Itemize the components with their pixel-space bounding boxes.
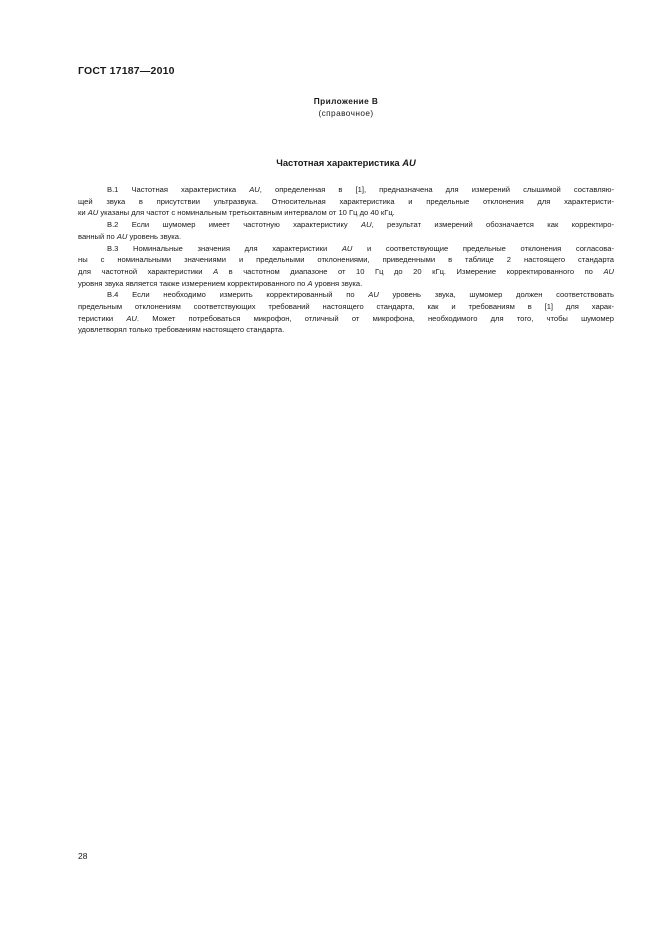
text-run: . Может потребоваться микрофон, отличный от микрофона, необходимого для того, чтобы шумомер	[136, 313, 614, 323]
text-run: В.4 Если необходимо измерить корректированный по	[107, 290, 369, 300]
paragraph-line	[78, 196, 614, 208]
text-run: указаны для частот с номинальным третьоктавным интервалом от 10 Гц до 40 кГц.	[98, 208, 395, 218]
text-run: ванный по	[78, 231, 117, 241]
text-run: В.1 Частотная характеристика	[107, 185, 250, 194]
paragraph-line	[78, 324, 614, 336]
paragraph-line	[78, 184, 614, 196]
italic-term: AU	[368, 290, 379, 300]
section-title-italic: AU	[402, 157, 416, 168]
appendix-heading	[78, 95, 614, 119]
text-run: теристики	[78, 313, 127, 323]
text-run: В.2 Если шумомер имеет частотную характеристику	[107, 220, 362, 230]
text-run: и соответствующие предельные отклонения согласова-	[352, 243, 614, 253]
italic-term: AU	[126, 313, 137, 323]
text-run: для частотной характеристики	[78, 266, 214, 276]
appendix-subtitle: (справочное)	[318, 108, 374, 118]
paragraph-line	[78, 278, 614, 290]
italic-term: AU	[116, 231, 128, 241]
text-run: уровень звука, шумомер должен соответствовать	[378, 290, 614, 300]
text-run: , результат измерений обозначается как корректиро-	[371, 220, 614, 230]
italic-term: AU	[87, 208, 99, 218]
italic-term: AU	[361, 220, 372, 230]
text-run: щей звука в присутствии ультразвука. Относительная характеристика и предельные отклонения для характеристи-	[78, 196, 614, 206]
section-title-text: Частотная характеристика	[276, 157, 403, 168]
section-title	[78, 157, 614, 168]
paragraph-line	[78, 231, 614, 243]
text-run: уровня звука.	[312, 278, 363, 288]
page-number: 28	[78, 851, 88, 861]
italic-term: AU	[341, 243, 353, 253]
text-run: В.3 Номинальные значения для характеристики	[107, 243, 342, 253]
paragraph-line	[78, 254, 614, 266]
paragraph-line	[78, 301, 614, 313]
appendix-title: Приложение В	[313, 96, 379, 106]
text-run: ки	[78, 208, 88, 218]
italic-term: AU	[249, 185, 260, 194]
paragraph-line	[78, 313, 614, 325]
italic-term: А	[213, 266, 219, 276]
text-run: удовлетворял только требованиям настоящего стандарта.	[78, 325, 285, 335]
text-run: ны с номинальными значениями и предельными отклонениями, приведенными в таблице 2 настоящего стандарта	[78, 255, 614, 265]
paragraph-line	[78, 243, 614, 255]
body-text	[78, 184, 614, 336]
text-run: предельным отклонениям соответствующих требований настоящего стандарта, как и требованиям в [1] для харак-	[78, 302, 614, 312]
italic-term: AU	[603, 266, 614, 276]
document-header: ГОСТ 17187—2010	[78, 65, 175, 77]
italic-term: А	[307, 278, 313, 288]
text-run: уровень звука.	[127, 231, 182, 241]
text-run: уровня звука является также измерением корректированного по	[78, 278, 308, 288]
paragraph-line	[78, 207, 614, 219]
text-run: в частотном диапазоне от 10 Гц до 20 кГц. Измерение корректированного по	[218, 266, 604, 276]
text-run: , определенная в [1], предназначена для измерений слышимой составляю-	[259, 185, 614, 194]
paragraph-line	[78, 219, 614, 231]
paragraph-line	[78, 266, 614, 278]
paragraph-line	[78, 289, 614, 301]
